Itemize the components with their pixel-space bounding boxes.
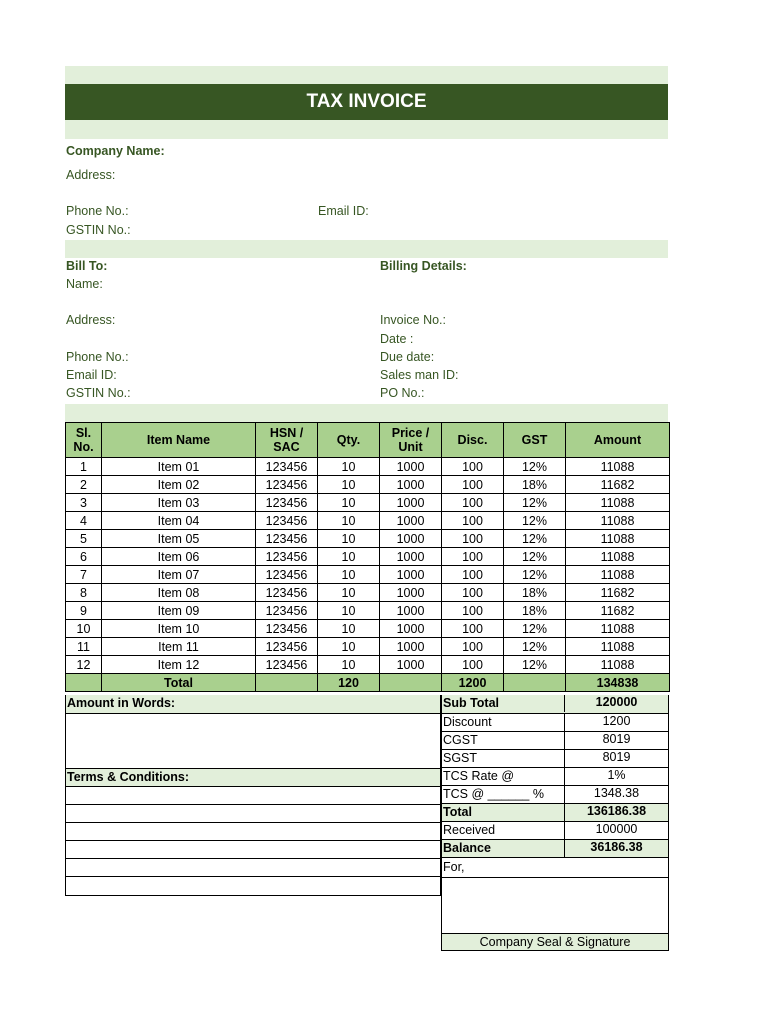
salesman-id-label: Sales man ID:	[380, 368, 459, 382]
cell-qty: 10	[318, 548, 380, 566]
cell-disc: 100	[442, 656, 504, 674]
cell-amount: 11088	[566, 458, 670, 476]
cgst-row	[441, 732, 669, 750]
table-row	[66, 548, 670, 566]
sub-total-label: Sub Total	[442, 695, 565, 712]
cell-item-name: Item 10	[102, 620, 256, 638]
cell-disc: 100	[442, 494, 504, 512]
cell-amount: 11682	[566, 476, 670, 494]
cell-item-name: Item 02	[102, 476, 256, 494]
cell-gst: 12%	[504, 530, 566, 548]
cell-hsn-sac: 123456	[256, 494, 318, 512]
tcs-rate-label: TCS Rate @	[442, 768, 565, 785]
column-header: Sl. No.	[66, 423, 102, 458]
total-cell-empty	[380, 674, 442, 692]
table-header-row	[66, 423, 670, 458]
table-row	[66, 620, 670, 638]
cell-price-unit: 1000	[380, 566, 442, 584]
cell-hsn-sac: 123456	[256, 566, 318, 584]
cell-price-unit: 1000	[380, 548, 442, 566]
discount-row	[441, 714, 669, 732]
cell-gst: 18%	[504, 584, 566, 602]
tcs-value: 1348.38	[593, 786, 640, 800]
cell-price-unit: 1000	[380, 458, 442, 476]
company-email-label: Email ID:	[318, 204, 369, 218]
cell-hsn-sac: 123456	[256, 620, 318, 638]
cell-disc: 100	[442, 476, 504, 494]
column-header: Amount	[566, 423, 670, 458]
cell-qty: 10	[318, 656, 380, 674]
cell-hsn-sac: 123456	[256, 602, 318, 620]
terms-line	[65, 823, 441, 841]
invoice-title: TAX INVOICE	[65, 84, 668, 120]
terms-line	[65, 859, 441, 877]
cell-item-name: Item 07	[102, 566, 256, 584]
received-label: Received	[442, 822, 565, 839]
cell-price-unit: 1000	[380, 530, 442, 548]
cell-price-unit: 1000	[380, 638, 442, 656]
received-value: 100000	[595, 822, 638, 836]
cell-gst: 18%	[504, 602, 566, 620]
cell-disc: 100	[442, 530, 504, 548]
column-header: Qty.	[318, 423, 380, 458]
terms-line	[65, 877, 441, 896]
date-label: Date :	[380, 332, 414, 346]
cell-qty: 10	[318, 566, 380, 584]
cell-qty: 10	[318, 638, 380, 656]
cell-qty: 10	[318, 512, 380, 530]
table-row	[66, 512, 670, 530]
cell-amount: 11682	[566, 584, 670, 602]
cell-qty: 10	[318, 494, 380, 512]
total-row	[66, 674, 670, 692]
billing-details-heading: Billing Details:	[380, 259, 467, 273]
cell-disc: 100	[442, 638, 504, 656]
cell-qty: 10	[318, 602, 380, 620]
cell-price-unit: 1000	[380, 656, 442, 674]
cell-gst: 12%	[504, 548, 566, 566]
sub-total-row	[441, 695, 669, 714]
cell-price-unit: 1000	[380, 476, 442, 494]
cell-qty: 10	[318, 530, 380, 548]
cell-item-name: Item 01	[102, 458, 256, 476]
cell-disc: 100	[442, 458, 504, 476]
sgst-row	[441, 750, 669, 768]
items-table	[65, 422, 670, 692]
cell-item-name: Item 04	[102, 512, 256, 530]
sgst-value: 8019	[602, 750, 631, 764]
cell-gst: 12%	[504, 620, 566, 638]
cell-sl-no: 8	[66, 584, 102, 602]
cell-price-unit: 1000	[380, 512, 442, 530]
table-row	[66, 530, 670, 548]
tcs-rate-row	[441, 768, 669, 786]
cell-sl-no: 3	[66, 494, 102, 512]
terms-line	[65, 787, 441, 805]
balance-value: 36186.38	[590, 840, 643, 854]
cell-sl-no: 9	[66, 602, 102, 620]
cell-hsn-sac: 123456	[256, 638, 318, 656]
cell-price-unit: 1000	[380, 584, 442, 602]
column-header: HSN / SAC	[256, 423, 318, 458]
tcs-rate-value: 1%	[607, 768, 626, 782]
total-cell-empty	[256, 674, 318, 692]
table-row	[66, 584, 670, 602]
cell-gst: 12%	[504, 494, 566, 512]
cell-amount: 11088	[566, 566, 670, 584]
cell-qty: 10	[318, 476, 380, 494]
company-name-label: Company Name:	[66, 144, 165, 158]
po-no-label: PO No.:	[380, 386, 425, 400]
sgst-label: SGST	[442, 750, 565, 767]
cell-gst: 18%	[504, 476, 566, 494]
sub-total-value: 120000	[595, 695, 638, 709]
cell-price-unit: 1000	[380, 602, 442, 620]
cell-gst: 12%	[504, 566, 566, 584]
amount-in-words-box	[65, 714, 441, 769]
cell-amount: 11088	[566, 494, 670, 512]
table-body	[66, 458, 670, 674]
cell-gst: 12%	[504, 656, 566, 674]
cell-hsn-sac: 123456	[256, 584, 318, 602]
cell-sl-no: 4	[66, 512, 102, 530]
total-amount: 134838	[566, 674, 670, 692]
company-gstin-label: GSTIN No.:	[66, 223, 131, 237]
cell-gst: 12%	[504, 638, 566, 656]
total-qty: 120	[318, 674, 380, 692]
cell-sl-no: 2	[66, 476, 102, 494]
cell-disc: 100	[442, 602, 504, 620]
terms-line	[65, 841, 441, 859]
section-band	[65, 240, 668, 258]
total-cell-empty	[504, 674, 566, 692]
for-box	[441, 858, 669, 878]
tcs-row	[441, 786, 669, 804]
invoice-no-label: Invoice No.:	[380, 313, 447, 327]
cell-hsn-sac: 123456	[256, 530, 318, 548]
cell-qty: 10	[318, 458, 380, 476]
bill-to-name-label: Name:	[66, 277, 103, 291]
table-row	[66, 602, 670, 620]
discount-value: 1200	[602, 714, 631, 728]
grand-total-row	[441, 804, 669, 822]
for-label: For,	[443, 860, 465, 874]
cell-amount: 11682	[566, 602, 670, 620]
amount-in-words-label: Amount in Words:	[65, 695, 441, 714]
company-seal-signature: Company Seal & Signature	[441, 933, 669, 951]
column-header: Price / Unit	[380, 423, 442, 458]
column-header: Item Name	[102, 423, 256, 458]
top-band	[65, 66, 668, 84]
cell-amount: 11088	[566, 638, 670, 656]
grand-total-value: 136186.38	[586, 804, 647, 818]
cell-item-name: Item 05	[102, 530, 256, 548]
cell-sl-no: 5	[66, 530, 102, 548]
title-under-band	[65, 120, 668, 139]
bill-to-address-label: Address:	[66, 313, 116, 327]
cell-disc: 100	[442, 512, 504, 530]
cell-sl-no: 1	[66, 458, 102, 476]
received-row	[441, 822, 669, 840]
bill-to-phone-label: Phone No.:	[66, 350, 129, 364]
cell-hsn-sac: 123456	[256, 548, 318, 566]
bill-to-gstin-label: GSTIN No.:	[66, 386, 131, 400]
cell-gst: 12%	[504, 512, 566, 530]
due-date-label: Due date:	[380, 350, 435, 364]
cell-item-name: Item 12	[102, 656, 256, 674]
cell-disc: 100	[442, 584, 504, 602]
table-row	[66, 458, 670, 476]
table-row	[66, 476, 670, 494]
cell-amount: 11088	[566, 548, 670, 566]
cell-disc: 100	[442, 566, 504, 584]
cgst-value: 8019	[602, 732, 631, 746]
balance-label: Balance	[442, 840, 565, 857]
column-header: GST	[504, 423, 566, 458]
table-row	[66, 494, 670, 512]
cell-hsn-sac: 123456	[256, 656, 318, 674]
cell-sl-no: 11	[66, 638, 102, 656]
cell-gst: 12%	[504, 458, 566, 476]
total-label: Total	[102, 674, 256, 692]
cell-amount: 11088	[566, 530, 670, 548]
cell-sl-no: 10	[66, 620, 102, 638]
pre-table-band	[65, 404, 668, 422]
company-phone-label: Phone No.:	[66, 204, 129, 218]
cell-item-name: Item 03	[102, 494, 256, 512]
cell-sl-no: 6	[66, 548, 102, 566]
cell-hsn-sac: 123456	[256, 458, 318, 476]
tcs-label: TCS @ ______ %	[442, 786, 565, 803]
bill-to-email-label: Email ID:	[66, 368, 117, 382]
cell-disc: 100	[442, 620, 504, 638]
signature-area	[441, 878, 669, 933]
cgst-label: CGST	[442, 732, 565, 749]
total-disc: 1200	[442, 674, 504, 692]
terms-label: Terms & Conditions:	[65, 769, 441, 787]
column-header: Disc.	[442, 423, 504, 458]
cell-hsn-sac: 123456	[256, 476, 318, 494]
cell-item-name: Item 11	[102, 638, 256, 656]
cell-item-name: Item 08	[102, 584, 256, 602]
company-address-label: Address:	[66, 168, 116, 182]
cell-price-unit: 1000	[380, 620, 442, 638]
cell-qty: 10	[318, 584, 380, 602]
balance-row	[441, 840, 669, 858]
cell-sl-no: 7	[66, 566, 102, 584]
cell-sl-no: 12	[66, 656, 102, 674]
table-row	[66, 566, 670, 584]
table-row	[66, 656, 670, 674]
cell-amount: 11088	[566, 512, 670, 530]
cell-amount: 11088	[566, 656, 670, 674]
terms-line	[65, 805, 441, 823]
cell-qty: 10	[318, 620, 380, 638]
cell-item-name: Item 06	[102, 548, 256, 566]
cell-price-unit: 1000	[380, 494, 442, 512]
cell-amount: 11088	[566, 620, 670, 638]
cell-hsn-sac: 123456	[256, 512, 318, 530]
grand-total-label: Total	[442, 804, 565, 821]
table-row	[66, 638, 670, 656]
bill-to-heading: Bill To:	[66, 259, 108, 273]
discount-label: Discount	[442, 714, 565, 731]
cell-disc: 100	[442, 548, 504, 566]
cell-item-name: Item 09	[102, 602, 256, 620]
total-cell-empty	[66, 674, 102, 692]
